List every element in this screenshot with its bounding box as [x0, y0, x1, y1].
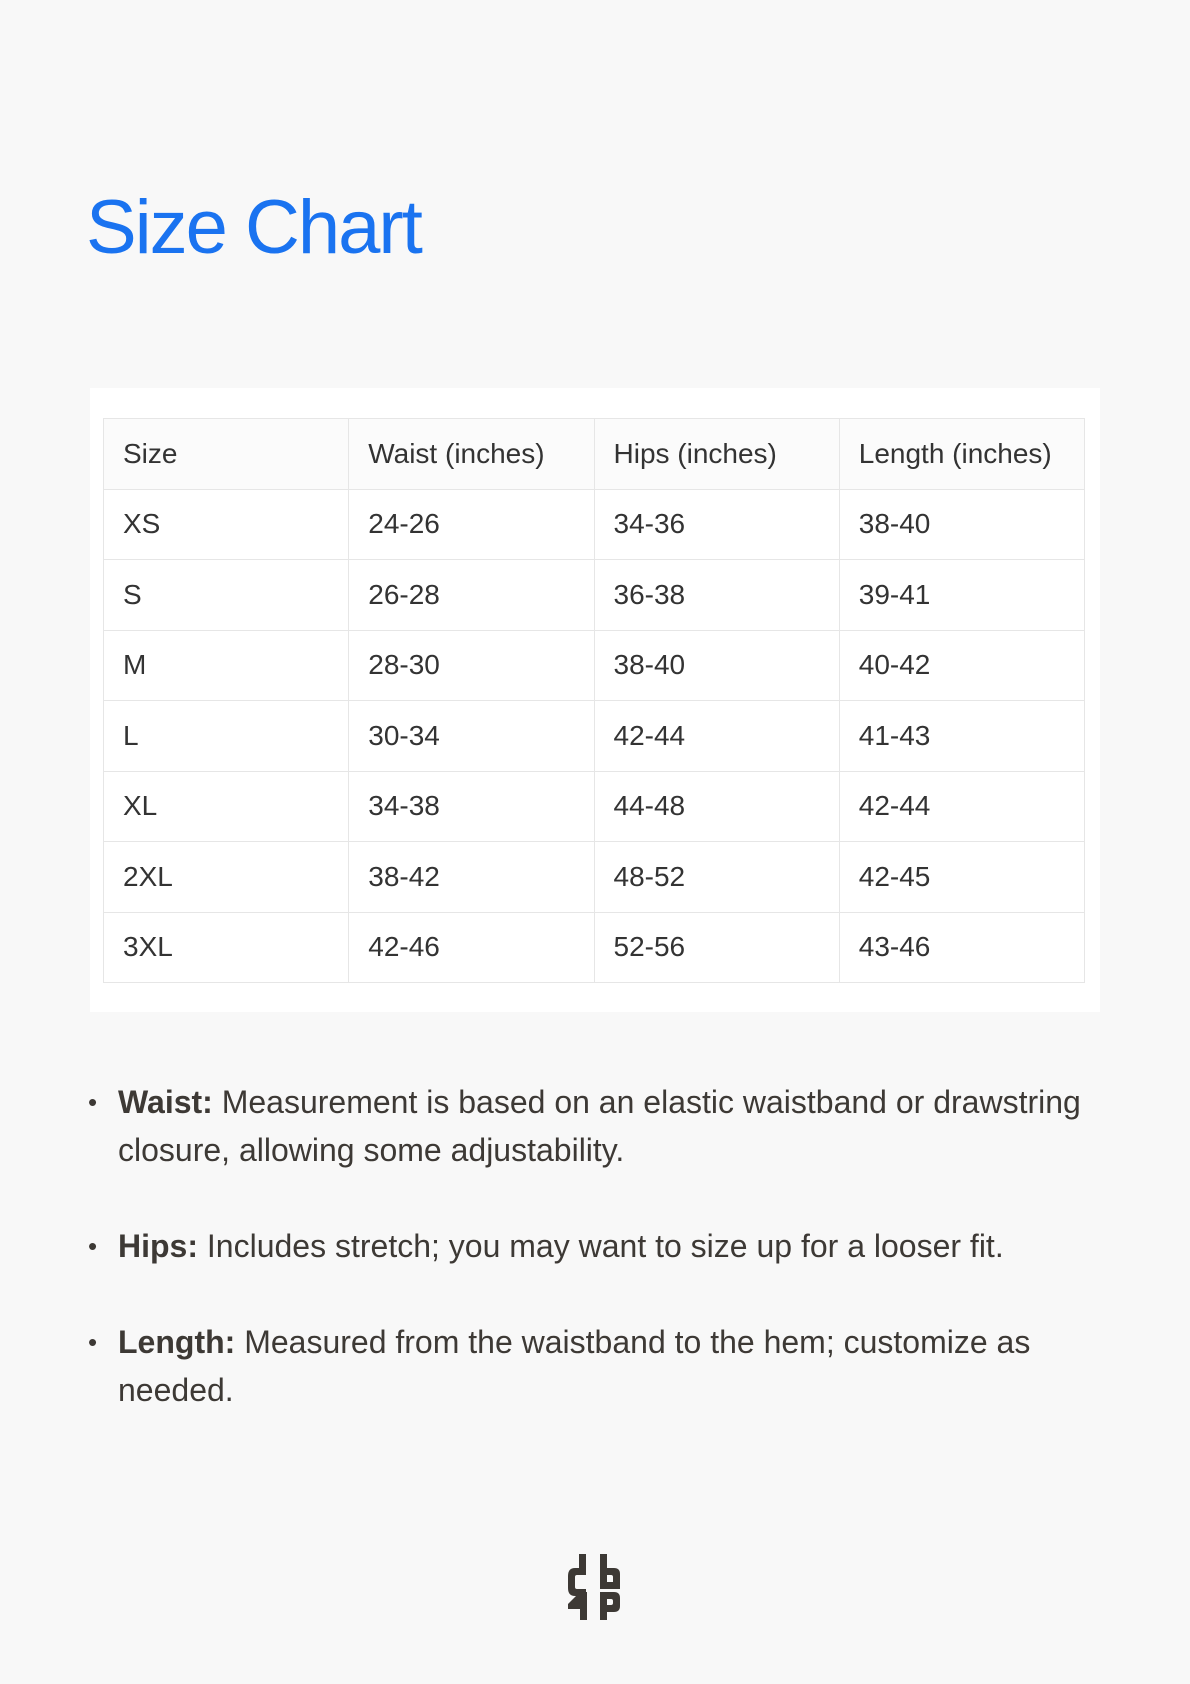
size-table-header [104, 419, 1085, 490]
cell-length: 40-42 [839, 630, 1084, 701]
cell-size: M [104, 630, 349, 701]
cell-waist: 42-46 [349, 912, 594, 983]
header-length: Length (inches) [839, 419, 1084, 490]
header-row [104, 419, 1085, 490]
cell-size: L [104, 701, 349, 772]
bullet-icon: • [88, 1231, 98, 1261]
header-hips: Hips (inches) [594, 419, 839, 490]
header-size: Size [104, 419, 349, 490]
cell-waist: 34-38 [349, 771, 594, 842]
note-text: Measurement is based on an elastic waistband or drawstring closure, allowing some adjustability. [118, 1084, 1081, 1168]
note-text: Measured from the waistband to the hem; customize as needed. [118, 1324, 1031, 1408]
cell-hips: 44-48 [594, 771, 839, 842]
table-row [104, 630, 1085, 701]
cell-waist: 28-30 [349, 630, 594, 701]
page-title: Size Chart [86, 185, 421, 270]
table-row [104, 489, 1085, 560]
cell-size: XS [104, 489, 349, 560]
table-row [104, 701, 1085, 772]
cell-size: XL [104, 771, 349, 842]
note-term: Hips: [118, 1228, 198, 1264]
cell-hips: 52-56 [594, 912, 839, 983]
size-table-body [104, 489, 1085, 983]
cell-waist: 26-28 [349, 560, 594, 631]
cell-hips: 36-38 [594, 560, 839, 631]
cell-length: 41-43 [839, 701, 1084, 772]
note-term: Length: [118, 1324, 236, 1360]
cell-hips: 34-36 [594, 489, 839, 560]
cell-length: 39-41 [839, 560, 1084, 631]
brand-logo-icon [566, 1554, 622, 1620]
cell-hips: 38-40 [594, 630, 839, 701]
table-row [104, 842, 1085, 913]
cell-waist: 24-26 [349, 489, 594, 560]
cell-size: 3XL [104, 912, 349, 983]
notes-list [86, 1078, 1116, 1414]
header-waist: Waist (inches) [349, 419, 594, 490]
cell-length: 43-46 [839, 912, 1084, 983]
size-table [103, 418, 1085, 983]
note-term: Waist: [118, 1084, 213, 1120]
bullet-icon: • [88, 1087, 98, 1117]
cell-waist: 30-34 [349, 701, 594, 772]
cell-hips: 48-52 [594, 842, 839, 913]
cell-size: S [104, 560, 349, 631]
bullet-icon: • [88, 1327, 98, 1357]
cell-hips: 42-44 [594, 701, 839, 772]
table-row [104, 560, 1085, 631]
note-length [86, 1318, 1116, 1414]
cell-length: 42-44 [839, 771, 1084, 842]
table-row [104, 771, 1085, 842]
note-text: Includes stretch; you may want to size up for a looser fit. [206, 1228, 1004, 1264]
cell-length: 38-40 [839, 489, 1084, 560]
note-hips [86, 1222, 1116, 1270]
cell-size: 2XL [104, 842, 349, 913]
size-table-card [90, 388, 1100, 1012]
cell-waist: 38-42 [349, 842, 594, 913]
note-waist [86, 1078, 1116, 1174]
table-row [104, 912, 1085, 983]
cell-length: 42-45 [839, 842, 1084, 913]
